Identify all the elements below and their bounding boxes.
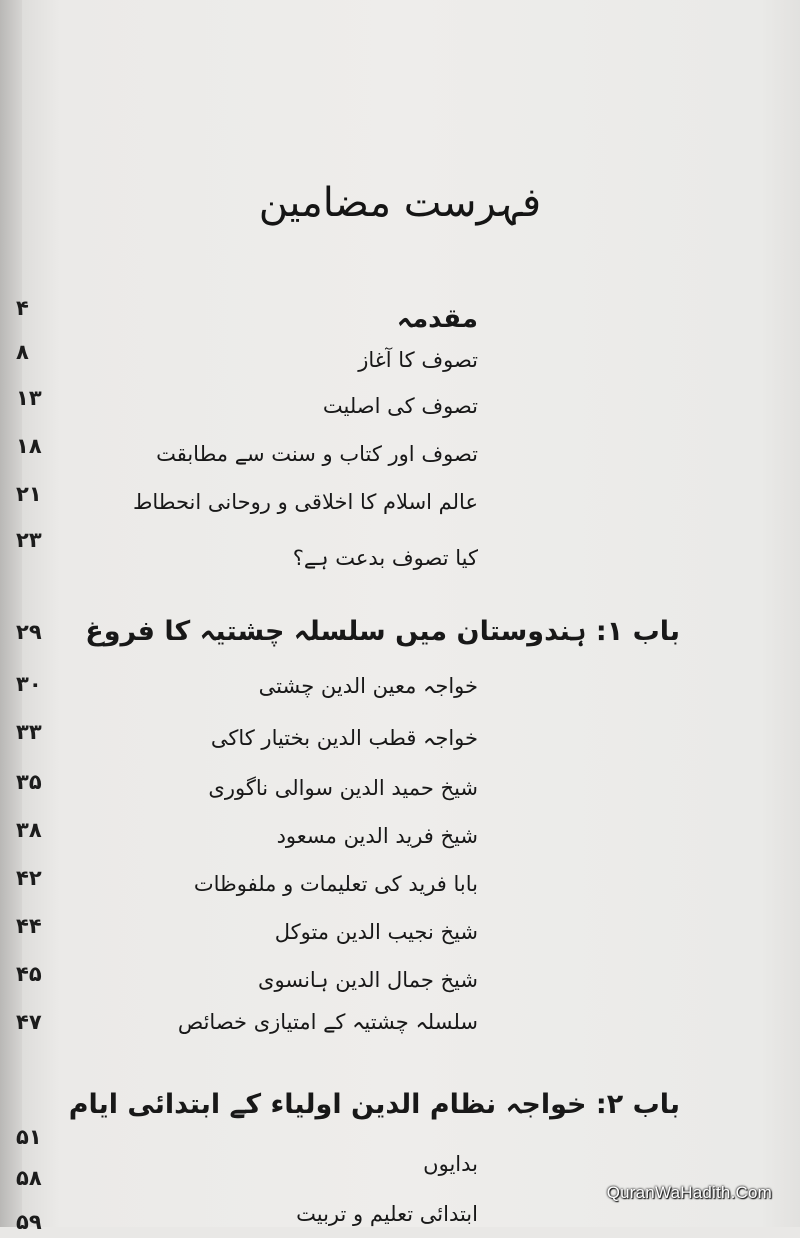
toc-chapter-title: باب ۱: ہندوستان میں سلسلہ چشتیہ کا فروغ — [85, 616, 680, 647]
toc-entry — [0, 1010, 800, 1050]
toc-entry-title: شیخ حمید الدین سوالی ناگوری — [208, 776, 478, 800]
toc-entry — [0, 962, 800, 1002]
toc-page-number: ۴۲ — [16, 866, 42, 890]
toc-entry-title: بدایوں — [423, 1152, 478, 1176]
site-watermark: QuranWaHadith.Com — [606, 1183, 772, 1202]
toc-entry-title: تصوف کی اصلیت — [322, 394, 478, 418]
toc-page-number: ۳۰ — [16, 672, 42, 696]
page-title: فہرست مضامین — [258, 180, 542, 226]
toc-page-number: ۵۸ — [16, 1166, 42, 1190]
toc-page-number: ۴۴ — [16, 914, 42, 938]
toc-entry-title: خواجہ معین الدین چشتی — [258, 674, 478, 698]
toc-entry — [0, 1198, 800, 1238]
toc-entry-title: ابتدائی تعلیم و تربیت — [296, 1202, 478, 1226]
toc-page-number: ۵۱ — [16, 1125, 42, 1149]
toc-page-number: ۳۸ — [16, 818, 42, 842]
toc-entry-title: تصوف کا آغاز — [358, 348, 478, 372]
toc-entry — [0, 340, 800, 380]
toc-entry-title: عالم اسلام کا اخلاقی و روحانی انحطاط — [132, 490, 478, 514]
toc-page-number: ۳۵ — [16, 770, 42, 794]
toc-chapter — [0, 1089, 800, 1155]
toc-entry — [0, 386, 800, 426]
toc-chapter — [0, 616, 800, 660]
toc-chapter-title: باب ۲: خواجہ نظام الدین اولیاء کے ابتدائی ایام — [68, 1089, 680, 1120]
toc-entry — [0, 296, 800, 336]
toc-entry-title: شیخ نجیب الدین متوکل — [274, 920, 478, 944]
toc-page-number: ۲۱ — [16, 482, 42, 506]
toc-entry-title: شیخ فرید الدین مسعود — [276, 824, 478, 848]
toc-entry-title: خواجہ قطب الدین بختیار کاکی — [210, 726, 478, 750]
toc-entry-title: تصوف اور کتاب و سنت سے مطابقت — [156, 442, 478, 466]
toc-entry — [0, 720, 800, 760]
toc-entry — [0, 482, 800, 522]
toc-entry-title: بابا فرید کی تعلیمات و ملفوظات — [193, 872, 478, 896]
toc-page-number: ۳۳ — [16, 720, 42, 744]
toc-page-number: ۱۸ — [16, 434, 42, 458]
toc-entry-title: شیخ جمال الدین ہانسوی — [258, 968, 478, 992]
toc-page-number: ۲۳ — [16, 528, 42, 552]
toc-page-number: ۴۵ — [16, 962, 42, 986]
toc-page-number: ۲۹ — [16, 620, 42, 644]
toc-page-number: ۵۹ — [16, 1210, 42, 1234]
toc-entry-title: سلسلہ چشتیہ کے امتیازی خصائص — [177, 1010, 478, 1034]
toc-entry — [0, 914, 800, 954]
toc-entry — [0, 434, 800, 474]
toc-page-number: ۴۷ — [16, 1010, 42, 1034]
toc-page-number: ۱۳ — [16, 386, 42, 410]
toc-entry — [0, 770, 800, 810]
toc-entry — [0, 866, 800, 906]
toc-section-heading: مقدمہ — [396, 304, 478, 334]
toc-page-number: ۴ — [16, 296, 29, 320]
toc-entry — [0, 528, 800, 568]
toc-entry — [0, 818, 800, 858]
toc-entry — [0, 672, 800, 712]
toc-entry-title: کیا تصوف بدعت ہے؟ — [292, 546, 478, 570]
toc-page-number: ۸ — [16, 340, 29, 364]
